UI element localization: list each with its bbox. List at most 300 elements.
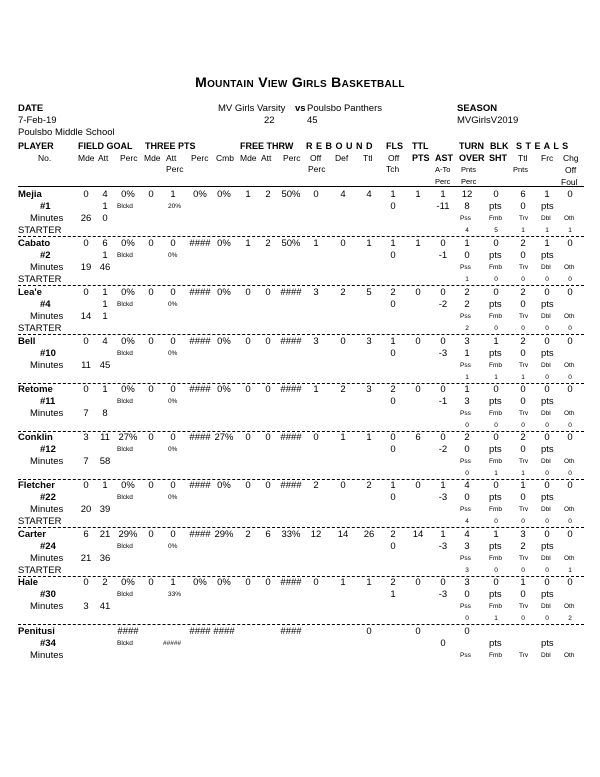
stat-tch: 0: [390, 541, 396, 552]
player-row: [0, 385, 600, 433]
row-divider: [18, 527, 584, 528]
stat-pss: 0: [465, 470, 469, 477]
stat-tp-perc-2: 33%: [168, 591, 182, 598]
stat-dbl: 0: [545, 470, 549, 477]
stat-rdef: 4: [340, 189, 346, 200]
season-value: MVGirlsV2019: [457, 115, 519, 126]
player-row: [0, 190, 600, 238]
col-tch: Tch: [386, 164, 400, 174]
seconds-value: 36: [99, 553, 111, 564]
col-tp-perc: Perc: [191, 153, 209, 163]
stat-steal-pts: 0: [520, 589, 526, 600]
stat-fta: 0: [265, 432, 271, 443]
stat-tp-perc-2: 20%: [168, 203, 182, 210]
stat-blk: 0: [493, 189, 499, 200]
seconds-value: 46: [99, 262, 111, 273]
col-reb-perc: Perc: [308, 164, 326, 174]
stat-steal-pts: 0: [520, 250, 526, 261]
dbl-label: Dbl: [541, 313, 551, 320]
stat-roff: 1: [313, 384, 319, 395]
stat-blk-pts-label: pts: [489, 250, 502, 261]
stat-pts: 0: [415, 626, 421, 637]
trv-label: Trv: [519, 264, 529, 271]
pss-label: Pss: [460, 264, 471, 271]
seconds-value: 0: [102, 213, 108, 224]
stat-fga-2: 1: [102, 299, 108, 310]
stat-ftm: 1: [245, 238, 251, 249]
fmb-label: Fmb: [489, 603, 502, 610]
dbl-label: Dbl: [541, 264, 551, 271]
blocked-label: Blckd: [117, 252, 133, 259]
away-score: 45: [307, 115, 318, 126]
stat-steal-pts: 0: [520, 492, 526, 503]
col-fg-att: Att: [98, 153, 109, 163]
col-field-goal: FIELD GOAL: [78, 141, 133, 151]
stat-tpa: 0: [170, 432, 176, 443]
stat-tpm: 0: [148, 384, 154, 395]
stat-tpm: 0: [148, 480, 154, 491]
col-tp-att: Att: [166, 153, 177, 163]
seconds-value: 39: [99, 504, 111, 515]
stat-frc: 0: [544, 529, 550, 540]
minutes-value: 19: [80, 262, 92, 273]
player-name: Retome: [18, 384, 53, 395]
stat-ast: 1: [440, 480, 446, 491]
player-number: #24: [40, 541, 56, 552]
stat-tch: 0: [390, 299, 396, 310]
stat-roff: 3: [313, 336, 319, 347]
stat-turnover-pts: 3: [464, 396, 470, 407]
stat-tpp: 0%: [193, 577, 207, 588]
stat-oth: 1: [568, 567, 572, 574]
stat-fgm: 6: [83, 529, 89, 540]
stat-ftp: 50%: [281, 238, 301, 249]
stat-fmb: 5: [494, 227, 498, 234]
stat-fmb: 1: [494, 374, 498, 381]
stat-chg: 0: [567, 287, 573, 298]
stat-stl: 1: [520, 480, 526, 491]
stat-turnover-pts: 0: [464, 589, 470, 600]
dbl-label: Dbl: [541, 603, 551, 610]
col-reb-off: Off: [310, 153, 322, 163]
stat-chg: 0: [567, 577, 573, 588]
stat-to: 4: [464, 529, 470, 540]
fmb-label: Fmb: [489, 652, 502, 659]
stat-fmb: 1: [494, 615, 498, 622]
stat-tpp: ####: [189, 384, 211, 395]
dbl-label: Dbl: [541, 215, 551, 222]
minutes-value: 3: [83, 601, 89, 612]
stat-stl: 2: [520, 287, 526, 298]
player-name: Mejia: [18, 189, 42, 200]
stat-roff: 12: [310, 529, 322, 540]
row-divider: [18, 334, 584, 335]
stat-trv: 0: [521, 518, 525, 525]
col-blk: BLK: [490, 141, 509, 151]
stat-pss: 2: [465, 325, 469, 332]
stat-blk: 0: [493, 384, 499, 395]
stat-ftp: ####: [280, 626, 302, 637]
stat-fgp: 0%: [121, 384, 135, 395]
stat-fmb: 0: [494, 518, 498, 525]
oth-label: Oth: [564, 506, 575, 513]
fmb-label: Fmb: [489, 264, 502, 271]
stat-frc: 0: [544, 432, 550, 443]
stat-to: 2: [464, 432, 470, 443]
starter-label: STARTER: [18, 516, 62, 527]
col-stl-ttl: Ttl: [518, 153, 528, 163]
stat-turnover-pts: 2: [464, 299, 470, 310]
player-number: #34: [40, 638, 56, 649]
stat-turnover-pts: 3: [464, 541, 470, 552]
stat-blk: 0: [493, 287, 499, 298]
stat-trv: 1: [521, 374, 525, 381]
stat-oth: 2: [568, 615, 572, 622]
stat-fmb: 0: [494, 422, 498, 429]
stat-fta: 6: [265, 529, 271, 540]
minutes-label: Minutes: [30, 213, 64, 224]
blocked-label: Blckd: [117, 446, 133, 453]
stat-ast: 0: [440, 238, 446, 249]
stat-fgp: 0%: [121, 238, 135, 249]
stat-frc: 1: [544, 238, 550, 249]
stat-tpa: 0: [170, 384, 176, 395]
stat-roff: 0: [313, 189, 319, 200]
starter-label: STARTER: [18, 225, 62, 236]
player-number: #4: [40, 299, 51, 310]
player-name: Lea'e: [18, 287, 42, 298]
player-number: #30: [40, 589, 56, 600]
player-row: [0, 239, 600, 287]
stat-tpm: 0: [148, 238, 154, 249]
stat-rdef: 14: [337, 529, 349, 540]
col-cmb: Cmb: [216, 153, 234, 163]
stat-tpa: 0: [170, 238, 176, 249]
stat-pss: 0: [465, 615, 469, 622]
stat-tp-perc-2: #####: [163, 640, 182, 647]
minutes-label: Minutes: [30, 311, 64, 322]
stat-blk-pts-label: pts: [489, 541, 502, 552]
dbl-label: Dbl: [541, 555, 551, 562]
player-number: #2: [40, 250, 51, 261]
trv-label: Trv: [519, 362, 529, 369]
stat-steal-pts-label: pts: [541, 589, 554, 600]
stat-fgp: 0%: [121, 577, 135, 588]
stat-steal-pts: 0: [520, 444, 526, 455]
stat-fta: 2: [265, 189, 271, 200]
oth-label: Oth: [564, 215, 575, 222]
col-a-to-perc: Perc: [435, 177, 451, 186]
trv-label: Trv: [519, 603, 529, 610]
stat-trv: 0: [521, 615, 525, 622]
stat-ast: 1: [440, 189, 446, 200]
stat-ftm: 1: [245, 189, 251, 200]
minutes-value: 11: [81, 360, 91, 371]
stat-steal-pts-label: pts: [541, 638, 554, 649]
stat-frc: 1: [544, 189, 550, 200]
blocked-label: Blckd: [117, 203, 133, 210]
stat-tch: 0: [390, 201, 396, 212]
stat-tpm: 0: [148, 529, 154, 540]
row-divider: [18, 236, 584, 237]
minutes-value: 26: [80, 213, 92, 224]
stat-tpa: 1: [170, 189, 176, 200]
stat-turnover-pts: 0: [464, 444, 470, 455]
stat-roff: 2: [313, 480, 319, 491]
stat-fls: 2: [390, 529, 396, 540]
stat-to: 1: [464, 384, 470, 395]
stat-trv: 0: [521, 567, 525, 574]
stat-frc: 0: [544, 480, 550, 491]
stat-to: 4: [464, 480, 470, 491]
player-number: #10: [40, 348, 56, 359]
stat-blk-pts-label: pts: [489, 589, 502, 600]
stat-tp-perc-2: 0%: [168, 398, 178, 405]
col-pnts: Pnts: [461, 165, 477, 174]
stat-pts: 0: [415, 577, 421, 588]
stat-steal-pts-label: pts: [541, 299, 554, 310]
stat-tpa: 0: [170, 336, 176, 347]
stat-to: 12: [461, 189, 473, 200]
stat-cmb: 0%: [217, 238, 231, 249]
blocked-label: Blckd: [117, 398, 133, 405]
stat-blk: 0: [493, 432, 499, 443]
pss-label: Pss: [460, 603, 471, 610]
stat-fta: 0: [265, 577, 271, 588]
stat-tpp: ####: [189, 238, 211, 249]
stat-ftm: 0: [245, 384, 251, 395]
oth-label: Oth: [564, 458, 575, 465]
stat-chg: 0: [567, 336, 573, 347]
stat-fga: 1: [102, 287, 108, 298]
stat-pss: 0: [465, 422, 469, 429]
stat-ast: 1: [440, 529, 446, 540]
pss-label: Pss: [460, 362, 471, 369]
stat-steal-pts-label: pts: [541, 541, 554, 552]
stat-steal-pts-label: pts: [541, 444, 554, 455]
pss-label: Pss: [460, 652, 471, 659]
stat-rdef: 1: [340, 577, 346, 588]
oth-label: Oth: [564, 313, 575, 320]
page-title: Mountain View Girls Basketball: [195, 74, 405, 90]
col-tp-att-perc: Perc: [166, 164, 184, 174]
stat-to: 1: [464, 238, 470, 249]
date-label: DATE: [18, 103, 44, 114]
stat-steal-pts: 0: [520, 201, 526, 212]
stat-blk: 1: [493, 336, 499, 347]
stat-ftm: 2: [245, 529, 251, 540]
stat-ftm: 0: [245, 577, 251, 588]
stat-pts: 0: [415, 384, 421, 395]
stat-fta: 0: [265, 287, 271, 298]
stat-chg: 0: [567, 480, 573, 491]
blocked-label: Blckd: [117, 640, 133, 647]
stat-a-to: -3: [438, 589, 448, 600]
stat-chg: 0: [567, 384, 573, 395]
fmb-label: Fmb: [489, 215, 502, 222]
stat-blk: 0: [493, 577, 499, 588]
stat-blk-pts-label: pts: [489, 299, 502, 310]
player-name: Hale: [18, 577, 39, 588]
stat-tpp: ####: [189, 432, 211, 443]
stat-fga: 1: [102, 480, 108, 491]
stat-tp-perc-2: 0%: [168, 446, 178, 453]
stat-chg: 0: [567, 432, 573, 443]
stat-pts: 0: [415, 336, 421, 347]
stat-fmb: 0: [494, 276, 498, 283]
blocked-label: Blckd: [117, 591, 133, 598]
minutes-value: 21: [80, 553, 92, 564]
stat-fga-2: 1: [102, 201, 108, 212]
stat-rdef: 0: [340, 480, 346, 491]
stat-turnover-pts: 1: [464, 348, 470, 359]
stat-steal-pts-label: pts: [541, 250, 554, 261]
stat-ftp: ####: [280, 287, 302, 298]
dbl-label: Dbl: [541, 458, 551, 465]
col-frc: Frc: [541, 153, 554, 163]
stat-cmb: 0%: [217, 189, 231, 200]
stat-tch: 0: [390, 492, 396, 503]
minutes-label: Minutes: [30, 650, 64, 661]
stat-fgm: 0: [83, 238, 89, 249]
oth-label: Oth: [564, 603, 575, 610]
game-date: 7-Feb-19: [18, 115, 57, 126]
col-ft-perc: Perc: [283, 153, 301, 163]
fmb-label: Fmb: [489, 313, 502, 320]
stat-fga: 21: [99, 529, 111, 540]
col-over: OVER: [459, 153, 485, 163]
stat-chg: 0: [567, 189, 573, 200]
stat-tpm: 0: [148, 432, 154, 443]
trv-label: Trv: [519, 458, 529, 465]
stat-stl: 1: [520, 577, 526, 588]
stat-to: 3: [464, 577, 470, 588]
stat-oth: 0: [568, 518, 572, 525]
stat-fta: 2: [265, 238, 271, 249]
stat-roff: 1: [313, 238, 319, 249]
stat-pts: 0: [415, 480, 421, 491]
stat-oth: 0: [568, 374, 572, 381]
player-number: #22: [40, 492, 56, 503]
stat-fgp: 0%: [121, 480, 135, 491]
pss-label: Pss: [460, 313, 471, 320]
col-tp-mde: Mde: [144, 153, 161, 163]
stat-steal-pts: 0: [520, 396, 526, 407]
stat-pts: 1: [415, 189, 421, 200]
stat-fta: 0: [265, 384, 271, 395]
stat-fgp: 0%: [121, 189, 135, 200]
col-reb-def: Def: [335, 153, 349, 163]
player-row: [0, 627, 600, 675]
stat-fgp: 0%: [121, 336, 135, 347]
stat-blk-pts-label: pts: [489, 638, 502, 649]
stat-fgm: 0: [83, 189, 89, 200]
blocked-label: Blckd: [117, 543, 133, 550]
stat-ast: 0: [440, 432, 446, 443]
stat-pss: 4: [465, 227, 469, 234]
seconds-value: 1: [102, 311, 108, 322]
stat-fga: 11: [100, 432, 110, 443]
player-number: #1: [40, 201, 51, 212]
trv-label: Trv: [519, 506, 529, 513]
oth-label: Oth: [564, 264, 575, 271]
minutes-label: Minutes: [30, 262, 64, 273]
stat-tp-perc-2: 0%: [168, 301, 178, 308]
stat-oth: 1: [568, 227, 572, 234]
seconds-value: 58: [99, 456, 111, 467]
stat-rdef: 0: [340, 336, 346, 347]
stat-cmb: 29%: [214, 529, 234, 540]
blocked-label: Blckd: [117, 301, 133, 308]
stat-ftp: 50%: [281, 189, 301, 200]
stat-ftp: ####: [280, 577, 302, 588]
stat-tch: 0: [390, 396, 396, 407]
stat-fls: 1: [390, 189, 396, 200]
stat-fgp: 29%: [118, 529, 138, 540]
stat-roff: 0: [313, 577, 319, 588]
game-location: Poulsbo Middle School: [18, 127, 115, 138]
stat-cmb: ####: [213, 626, 235, 637]
col-rebound: R E B O U N D: [306, 141, 374, 151]
stat-cmb: 0%: [217, 577, 231, 588]
col-ttl: TTL: [412, 141, 429, 151]
col-over-perc: Perc: [461, 177, 477, 186]
stat-rttl: 4: [366, 189, 372, 200]
stat-stl: 2: [520, 238, 526, 249]
stat-rdef: 2: [340, 384, 346, 395]
fmb-label: Fmb: [489, 506, 502, 513]
stat-frc: 0: [544, 287, 550, 298]
stat-cmb: 27%: [214, 432, 234, 443]
stat-cmb: 0%: [217, 287, 231, 298]
stat-cmb: 0%: [217, 480, 231, 491]
stat-chg: 0: [567, 238, 573, 249]
vs-label: vs: [295, 103, 306, 114]
stat-turnover-pts: 8: [464, 201, 470, 212]
seconds-value: 41: [99, 601, 111, 612]
stat-fgp: 0%: [121, 287, 135, 298]
stat-trv: 1: [521, 470, 525, 477]
stat-fgp: ####: [117, 626, 139, 637]
stat-fls: 2: [390, 577, 396, 588]
stat-tpa: 0: [170, 529, 176, 540]
stat-fga-2: 1: [102, 250, 108, 261]
stat-ftp: ####: [280, 480, 302, 491]
stat-frc: 0: [544, 336, 550, 347]
stat-fgm: 3: [83, 432, 89, 443]
stat-fta: 0: [265, 336, 271, 347]
col-pts: PTS: [412, 153, 430, 163]
col-ast: AST: [435, 153, 453, 163]
stat-fmb: 0: [494, 567, 498, 574]
header-divider: [18, 186, 584, 187]
blocked-label: Blckd: [117, 350, 133, 357]
stat-fmb: 0: [494, 325, 498, 332]
home-team: MV Girls Varsity: [218, 103, 286, 114]
stat-tp-perc-2: 0%: [168, 350, 178, 357]
stat-stl: 3: [520, 529, 526, 540]
stat-rttl: 1: [366, 238, 372, 249]
stat-tp-perc-2: 0%: [168, 494, 178, 501]
stat-blk: 0: [493, 238, 499, 249]
stat-a-to: -11: [436, 201, 450, 212]
col-off: Off: [388, 153, 400, 163]
stat-oth: 0: [568, 470, 572, 477]
stat-dbl: 0: [545, 325, 549, 332]
stat-ast: 0: [440, 384, 446, 395]
stat-trv: 0: [521, 422, 525, 429]
stat-steal-pts-label: pts: [541, 396, 554, 407]
